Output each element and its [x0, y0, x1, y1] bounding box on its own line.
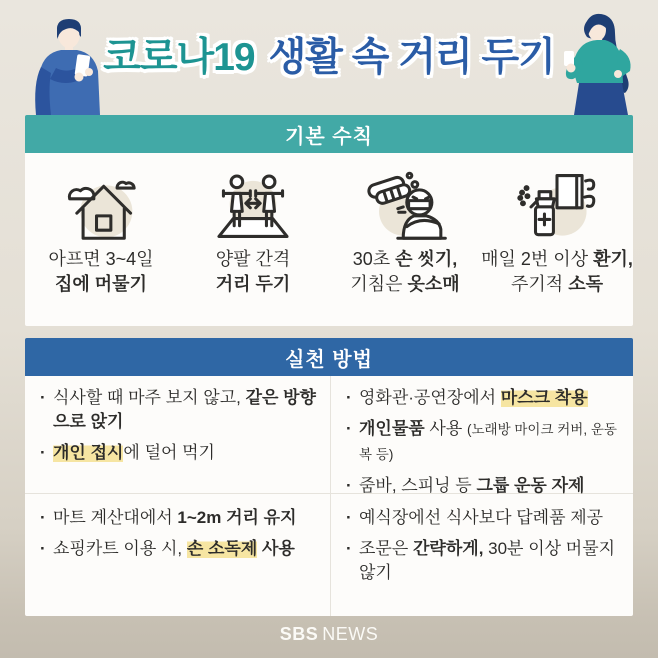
- basic-rules-card: [25, 153, 633, 326]
- practice-item: · 개인 접시에 덜어 먹기: [39, 441, 324, 465]
- rule-label-line1: 30초 손 씻기,: [352, 249, 458, 269]
- rule-ventilate: [481, 153, 633, 326]
- sbs-news-logo: [0, 624, 658, 645]
- news-logo-text: NEWS: [322, 624, 379, 644]
- practice-item: · 식사할 때 마주 보지 않고, 같은 방향으로 앉기: [39, 386, 324, 434]
- page-title: [0, 38, 658, 77]
- rule-label-line2: 주기적 소독: [511, 274, 603, 294]
- rule-label-line2: 집에 머물기: [55, 274, 147, 294]
- basic-rules-title: 기본 수칙: [285, 125, 373, 148]
- house-icon: [58, 165, 144, 247]
- rule-wash-hands: [329, 153, 481, 326]
- title-corona19: 코로나19: [103, 36, 255, 79]
- practice-cell-dining: [25, 376, 330, 493]
- handwash-cough-icon: [362, 165, 448, 247]
- rule-label-line1: 매일 2번 이상 환기,: [481, 249, 633, 269]
- distance-icon: [210, 165, 296, 247]
- practice-title: 실천 방법: [285, 348, 373, 371]
- practice-item: · 조문은 간략하게, 30분 이상 머물지 않기: [345, 537, 627, 585]
- basic-rules-band: [25, 115, 633, 153]
- title-distancing: 생활 속 거리 두기: [268, 36, 555, 79]
- rule-label-line2: 거리 두기: [215, 274, 291, 294]
- hero-header: [0, 0, 658, 115]
- practice-item: · 예식장에선 식사보다 답례품 제공: [345, 506, 627, 530]
- rule-label-line1: 아프면 3~4일: [48, 249, 154, 269]
- practice-item: · 쇼핑카트 이용 시, 손 소독제 사용: [39, 537, 324, 561]
- practice-section: [25, 338, 633, 616]
- practice-item: · 영화관·공연장에서 마스크 착용: [345, 386, 627, 410]
- practice-item: · 마트 계산대에서 1~2m 거리 유지: [39, 506, 324, 530]
- rule-label-line1: 양팔 간격: [215, 249, 291, 269]
- practice-item: · 개인물품 사용 (노래방 마이크 커버, 운동복 등): [345, 417, 627, 467]
- practice-cell-venues: [330, 376, 633, 493]
- practice-item: · 줌바, 스피닝 등 그룹 운동 자제: [345, 474, 627, 498]
- sbs-logo-text: SBS: [279, 624, 319, 644]
- basic-rules-section: [25, 115, 633, 326]
- practice-cell-events: [330, 493, 633, 616]
- rule-label-line2: 기침은 옷소매: [350, 274, 460, 294]
- practice-band: [25, 338, 633, 376]
- ventilate-disinfect-icon: [514, 165, 600, 247]
- practice-cell-shopping: [25, 493, 330, 616]
- rule-stay-home: [25, 153, 177, 326]
- practice-card: [25, 376, 633, 616]
- rule-arm-distance: [177, 153, 329, 326]
